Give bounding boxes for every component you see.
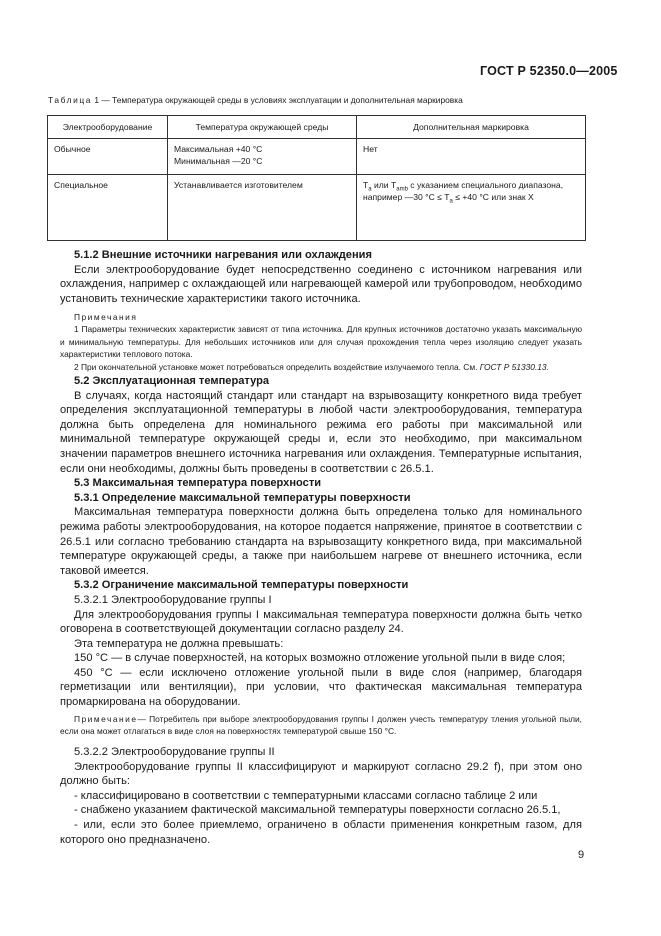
section-title: 5.2 Эксплуатационная температура (74, 375, 270, 387)
table-cell (357, 175, 586, 241)
list-item: - классифицировано в соответствии с температурными классами согласно таблице 2 или (74, 789, 538, 802)
temperature-table (47, 115, 586, 241)
note (60, 713, 582, 738)
marking-text: Т (363, 180, 369, 190)
marking-sub: amb (396, 186, 408, 193)
standard-number: ГОСТ Р 52350.0—2005 (480, 64, 618, 78)
section-title: 5.1.2 Внешние источники нагревания или охлаждения (74, 249, 372, 261)
table-cell: Нет (357, 139, 586, 175)
subsubsection-title: 5.3.2.1 Электрооборудование группы I (74, 593, 272, 606)
note-2 (60, 361, 582, 373)
paragraph: Максимальная температура поверхности должна быть определена только для номинального режима работы электрооборудования, на которое подается напряжение, принятое в соответствии с 26.5.1 или согласно требованию стандарта на взрывозащиту конкретного вида, при максимальной температуре окружающей среды, а также при наибольшем нагреве от внешнего источника, если таковой имеется. (60, 506, 582, 577)
paragraph: Электрооборудование группы II классифицируют и маркируют согласно 29.2 f), при этом оно должно быть: (60, 760, 582, 788)
table-header-cell: Дополнительная маркировка (357, 116, 586, 139)
section-title: 5.3 Максимальная температура поверхности (74, 477, 322, 490)
subsection-title: 5.3.2 Ограничение максимальной температуры поверхности (74, 579, 409, 592)
table-header-cell: Температура окружающей среды (168, 116, 357, 139)
marking-sub: a (368, 186, 372, 193)
table-caption-prefix: Таблица (48, 95, 93, 105)
note-2-ref: ГОСТ Р 51330.13. (479, 361, 549, 372)
marking-sub: a (449, 198, 453, 205)
temp-min: Минимальная —20 °С (174, 156, 263, 166)
paragraph: В случаях, когда настоящий стандарт или стандарт на взрывозащиту конкретного вида требует определения эксплуатационной температуры в любой части электрооборудования, температура должна быть определена для номинального режима его работы при максимальной или минимальной температуре окружающей среды и, если это необходимо, при максимальном значении параметров внешнего источника нагревания или охлаждения. Температурные испытания, если они необходимы, должны быть проведены в соответствии с 26.5.1. (60, 389, 582, 475)
table-row (48, 175, 586, 241)
table-cell: Устанавливается изготовителем (168, 175, 357, 241)
paragraph: 450 °С — если исключено отложение угольной пыли в виде слоя (например, благодаря герметизации или вентиляции), при условии, что фактическая максимальная температура промаркирована на оборудовании. (60, 666, 582, 709)
table-cell: Обычное (48, 139, 168, 175)
marking-text: ≤ +40 °С или знак X (452, 192, 534, 202)
table-caption-text: 1 — Температура окружающей среды в условиях эксплуатации и дополнительная маркировка (94, 95, 463, 105)
notes-5-1-2 (60, 311, 582, 373)
temp-max: Максимальная +40 °С (174, 144, 263, 154)
marking-text: с указанием специального диапазона, например —30 °С ≤ Т (363, 180, 564, 202)
subsubsection-title: 5.3.2.2 Электрооборудование группы II (74, 746, 275, 758)
table-row (48, 139, 586, 175)
paragraph: Если электрооборудование будет непосредственно соединено с источником нагревания или охлаждения, например с охлаждающей или нагревающей камерой или трубопроводом, необходимо установить технические характеристики такого источника. (60, 263, 582, 305)
page-number: 9 (578, 849, 585, 861)
table-header-row (48, 116, 586, 139)
note-2-text: 2 При окончательной установке может потребоваться определить воздействие излучаемого тепла. См. (74, 361, 478, 372)
paragraph: 150 °С — в случае поверхностей, на которых возможно отложение угольной пыли в виде слоя; (74, 652, 566, 665)
subsection-title: 5.3.1 Определение максимальной температуры поверхности (74, 491, 411, 504)
table-caption (48, 95, 463, 105)
paragraph: Эта температура не должна превышать: (74, 637, 284, 650)
section-5-1-2 (60, 248, 582, 306)
section-5-3-2-2 (60, 745, 582, 847)
note-label: Примечания (74, 312, 138, 322)
table-cell (168, 139, 357, 175)
note-label: Примечание (74, 714, 138, 724)
list-item: - снабжено указанием фактической максимальной температуры поверхности согласно 26.5.1, (74, 804, 561, 817)
note-5-3-2-1 (60, 713, 582, 738)
section-5-2-and-5-3 (60, 374, 582, 710)
marking-text: или Т (371, 180, 397, 190)
table-cell: Специальное (48, 175, 168, 241)
note-text: — Потребитель при выборе электрооборудования группы I должен учесть температуру тления угольной пыли, если она может отлагаться в виде слоя на поверхностях температурой свыше 150 °С. (60, 714, 582, 737)
note-1: 1 Параметры технических характеристик зависят от типа источника. Для крупных источников достаточно указать максимальную и минимальную температуры. Для небольших источников или для случая прохождения тепла через изоляцию следует указать характеристики теплового потока. (60, 324, 582, 360)
list-item: - или, если это более приемлемо, ограничено в области применения конкретным газом, для которого оно предназначено. (60, 818, 582, 846)
table-header-cell: Электрооборудование (48, 116, 168, 139)
paragraph: Для электрооборудования группы I максимальная температура поверхности должна быть четко оговорена в соответствующей документации согласно разделу 24. (60, 608, 582, 636)
